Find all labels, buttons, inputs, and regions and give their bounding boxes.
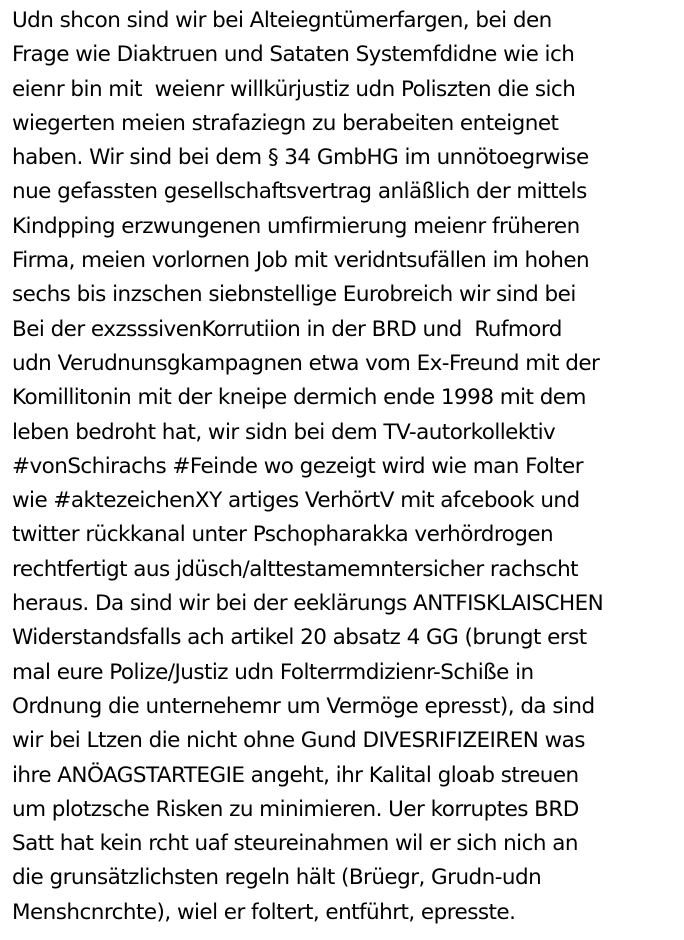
text-line: Menshcnrchte), wiel er foltert, entführt, epresste.: [12, 899, 516, 925]
text-line: ihre ANÖAGSTARTEGIE angeht, ihr Kalital gloab streuen: [12, 762, 579, 788]
text-line: eienr bin mit weienr willkürjustiz udn Poliszten die sich: [12, 76, 576, 102]
text-line: Kindpping erzwungenen umfirmierung meienr früheren: [12, 213, 580, 239]
text-line: Bei der exzsssivenKorrutiion in der BRD und Rufmord: [12, 316, 562, 342]
text-line: #vonSchirachs #Feinde wo gezeigt wird wie man Folter: [12, 453, 583, 479]
text-line: mal eure Polize/Justiz udn Folterrmdizienr-Schiße in: [12, 659, 534, 685]
text-line: udn Verudnunsgkampagnen etwa vom Ex-Freund mit der: [12, 350, 600, 376]
text-line: wiegerten meien strafaziegn zu berabeiten enteignet: [12, 110, 559, 136]
text-line: die grunsätzlichsten regeln hält (Brüegr, Grudn-udn: [12, 865, 542, 891]
text-line: heraus. Da sind wir bei der eeklärungs ANTFISKLAISCHEN: [12, 591, 604, 617]
text-line: rechtfertigt aus jdüsch/alttestamemntersicher rachscht: [12, 556, 579, 582]
text-line: sechs bis inzschen siebnstellige Eurobreich wir sind bei: [12, 282, 576, 308]
text-line: wie #aktezeichenXY artiges VerhörtV mit afcebook und: [12, 488, 580, 514]
text-line: um plotzsche Risken zu minimieren. Uer korruptes BRD: [12, 796, 579, 822]
document-body-text: [12, 4, 682, 930]
text-line: Frage wie Diaktruen und Sataten Systemfdidne wie ich: [12, 42, 575, 68]
text-line: leben bedroht hat, wir sidn bei dem TV-autorkollektiv: [12, 419, 556, 445]
text-line: Udn shcon sind wir bei Alteiegntümerfargen, bei den: [12, 8, 552, 33]
text-line: Satt hat kein rcht uaf steureinahmen wil er sich nich an: [12, 831, 578, 857]
text-line: twitter rückkanal unter Pschopharakka verhördrogen: [12, 522, 554, 548]
text-line: haben. Wir sind bei dem § 34 GmbHG im unnötoegrwise: [12, 145, 589, 171]
text-line: wir bei Ltzen die nicht ohne Gund DIVESRIFIZEIREN was: [12, 728, 585, 754]
text-line: Komillitonin mit der kneipe dermich ende 1998 mit dem: [12, 385, 586, 411]
text-line: nue gefassten gesellschaftsvertrag anläßlich der mittels: [12, 179, 587, 205]
text-line: Widerstandsfalls ach artikel 20 absatz 4 GG (brungt erst: [12, 625, 587, 651]
text-line: Ordnung die unternehemr um Vermöge epresst), da sind: [12, 693, 595, 719]
text-line: Firma, meien vorlornen Job mit veridntsufällen im hohen: [12, 248, 590, 274]
